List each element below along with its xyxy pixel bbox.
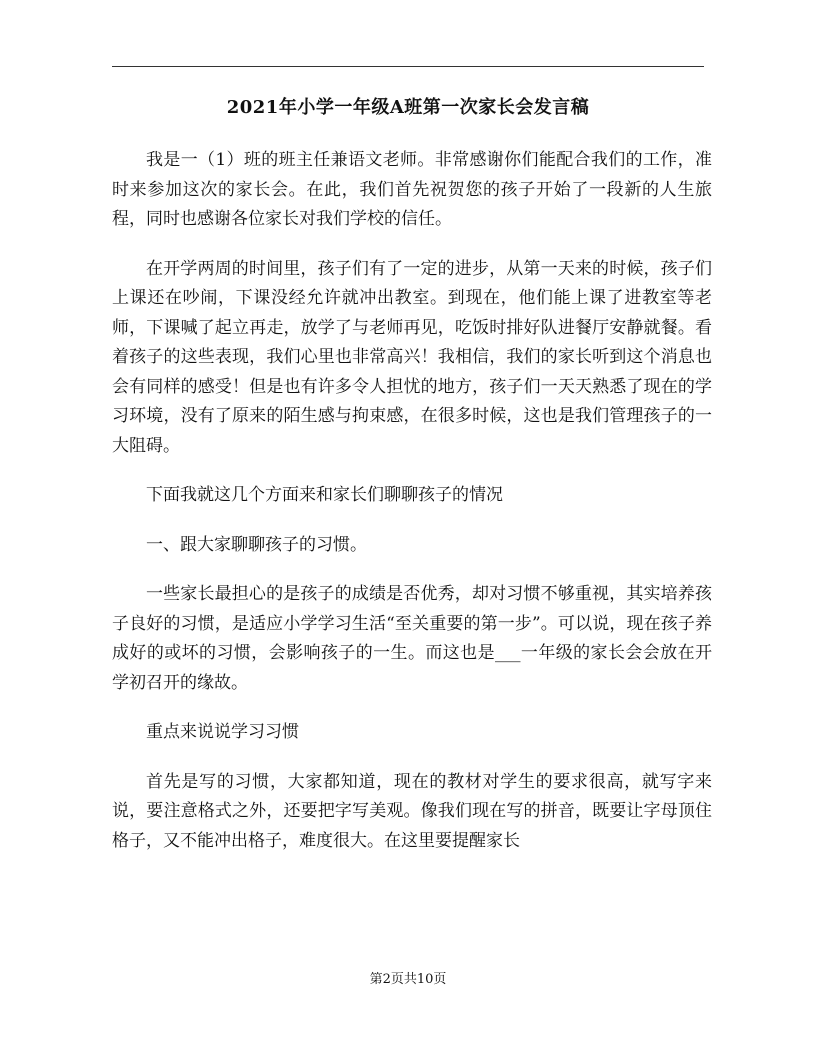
paragraph-writing-habits: 首先是写的习惯，大家都知道，现在的教材对学生的要求很高，就写字来说，要注意格式之外，还要把字写美观。像我们现在写的拼音，既要让字母顶住格子，又不能冲出格子，难度很大。在这里要提醒家长 <box>112 771 712 851</box>
paragraph-intro: 我是一（1）班的班主任兼语文老师。非常感谢你们能配合我们的工作，准时来参加这次的家长会。在此，我们首先祝贺您的孩子开始了一段新的人生旅程，同时也感谢各位家长对我们学校的信任。 <box>112 150 712 229</box>
document-body <box>112 146 712 876</box>
subheading-study-habits: 重点来说说学习习惯 <box>146 722 299 742</box>
paragraph-progress: 在开学两周的时间里，孩子们有了一定的进步，从第一天来的时候，孩子们上课还在吵闹，下课没经允许就冲出教室。到现在，他们能上课了进教室等老师，下课喊了起立再走，放学了与老师再见，吃饭时排好队进餐厅安静就餐。看着孩子的这些表现，我们心里也非常高兴！我相信，我们的家长听到这个消息也会有同样的感受！但是也有许多令人担忧的地方，孩子们一天天熟悉了现在的学习环境，没有了原来的陌生感与拘束感，在很多时候，这也是我们管理孩子的一大阻碍。 <box>112 258 712 456</box>
page-number-footer: 第2页共10页 <box>369 972 447 987</box>
document-title: 2021年小学一年级A班第一次家长会发言稿 <box>226 97 590 118</box>
paragraph-habits: 一些家长最担心的是孩子的成绩是否优秀，却对习惯不够重视，其实培养孩子良好的习惯，是适应小学学习生活“至关重要的第一步”。可以说，现在孩子养成好的或坏的习惯，会影响孩子的一生。而这也是___一年级的家长会会放在开学初召开的缘故。 <box>112 584 712 693</box>
header-rule <box>112 66 704 67</box>
paragraph-transition: 下面我就这几个方面来和家长们聊聊孩子的情况 <box>146 485 503 505</box>
section-heading-habits: 一、跟大家聊聊孩子的习惯。 <box>146 534 367 555</box>
